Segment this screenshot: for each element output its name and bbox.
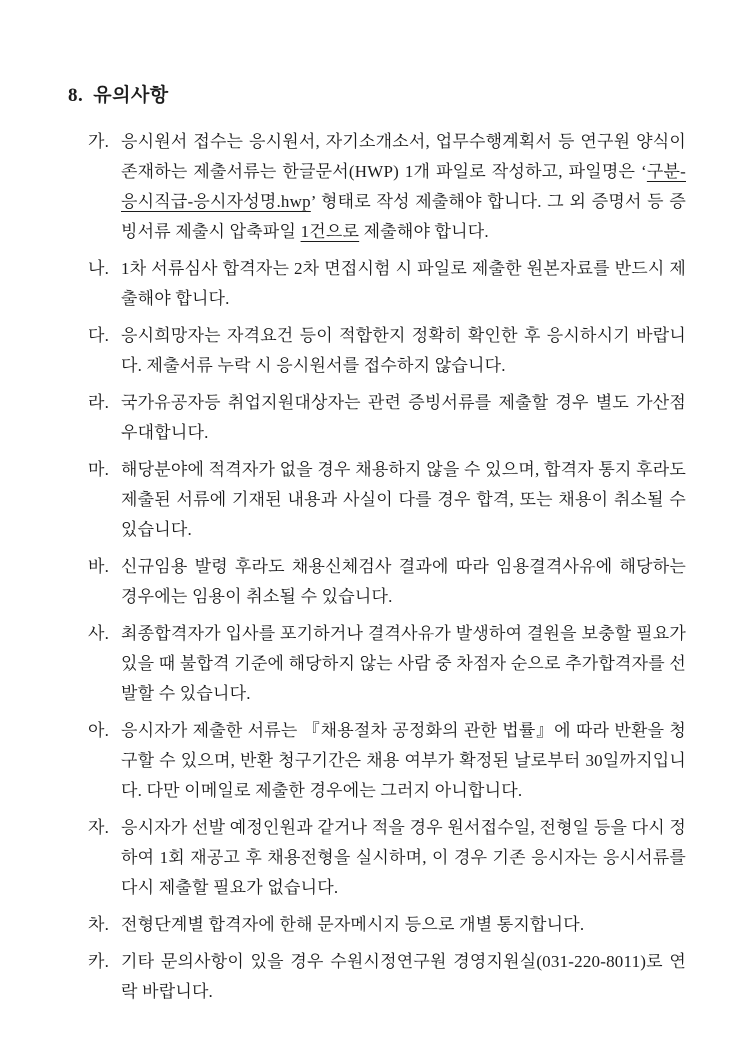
text-segment: 전형단계별 합격자에 한해 문자메시지 등으로 개별 통지합니다. [121,915,585,934]
item-text [121,393,686,442]
item-text [121,460,686,539]
item-text [121,259,686,308]
item-label: 차. [88,915,110,934]
section-title: 유의사항 [93,85,169,106]
notice-item [88,716,686,806]
notice-item [88,455,686,545]
section-heading [68,82,686,110]
item-label: 바. [88,557,110,576]
item-label: 나. [88,259,110,278]
item-text [121,818,686,897]
notice-item [88,254,686,314]
underlined-text-segment: 구분-응시직급-응시자성명.hwp [121,162,686,211]
text-segment: 신규임용 발령 후라도 채용신체검사 결과에 따라 임용결격사유에 해당하는 경우에는 임용이 취소될 수 있습니다. [121,557,686,606]
notice-item [88,321,686,381]
item-text [121,132,686,241]
item-label: 다. [88,326,110,345]
item-text [121,624,686,703]
item-label: 가. [88,132,110,151]
notice-item [88,947,686,1007]
item-label: 카. [88,952,110,971]
underlined-text-segment: 1건으로 [300,222,360,241]
text-segment: ’ 형태로 작성 제출해야 합니다. 그 외 증명서 등 증빙서류 제출시 압축파일 [121,192,686,241]
item-text [121,952,686,1001]
item-text [121,557,686,606]
notice-item [88,552,686,612]
item-label: 마. [88,460,110,479]
item-text [121,915,584,934]
text-segment: 1차 서류심사 합격자는 2차 면접시험 시 파일로 제출한 원본자료를 반드시 제출해야 합니다. [121,259,686,308]
item-text [121,721,686,800]
notice-item [88,127,686,247]
item-label: 자. [88,818,110,837]
text-segment: 최종합격자가 입사를 포기하거나 결격사유가 발생하여 결원을 보충할 필요가 있을 때 불합격 기준에 해당하지 않는 사람 중 차점자 순으로 추가합격자를 선발할 수 있습니다. [121,624,686,703]
text-segment: 기타 문의사항이 있을 경우 수원시정연구원 경영지원실(031-220-8011)로 연락 바랍니다. [121,952,686,1001]
text-segment: 응시자가 제출한 서류는 『채용절차 공정화의 관한 법률』에 따라 반환을 청구할 수 있으며, 반환 청구기간은 채용 여부가 확정된 날로부터 30일까지입니다. 다만 이메일로 제출한 경우에는 그러지 아니합니다. [121,721,686,800]
notice-list [88,127,686,1007]
notice-item [88,619,686,709]
item-text [121,326,686,375]
section-number: 8. [68,85,84,106]
notice-item [88,910,686,940]
text-segment: 해당분야에 적격자가 없을 경우 채용하지 않을 수 있으며, 합격자 통지 후라도 제출된 서류에 기재된 내용과 사실이 다를 경우 합격, 또는 채용이 취소될 수 있습니다. [121,460,686,539]
text-segment: 응시자가 선발 예정인원과 같거나 적을 경우 원서접수일, 전형일 등을 다시 정하여 1회 재공고 후 채용전형을 실시하며, 이 경우 기존 응시자는 응시서류를 다시 제출할 필요가 없습니다. [121,818,686,897]
text-segment: 응시원서 접수는 응시원서, 자기소개소서, 업무수행계획서 등 연구원 양식이 존재하는 제출서류는 한글문서(HWP) 1개 파일로 작성하고, 파일명은 ‘ [121,132,686,181]
item-label: 사. [88,624,110,643]
notice-item [88,388,686,448]
item-label: 아. [88,721,110,740]
text-segment: 제출해야 합니다. [359,222,489,241]
notice-item [88,813,686,903]
text-segment: 응시희망자는 자격요건 등이 적합한지 정확히 확인한 후 응시하시기 바랍니다. 제출서류 누락 시 응시원서를 접수하지 않습니다. [121,326,686,375]
item-label: 라. [88,393,110,412]
text-segment: 국가유공자등 취업지원대상자는 관련 증빙서류를 제출할 경우 별도 가산점 우대합니다. [121,393,686,442]
